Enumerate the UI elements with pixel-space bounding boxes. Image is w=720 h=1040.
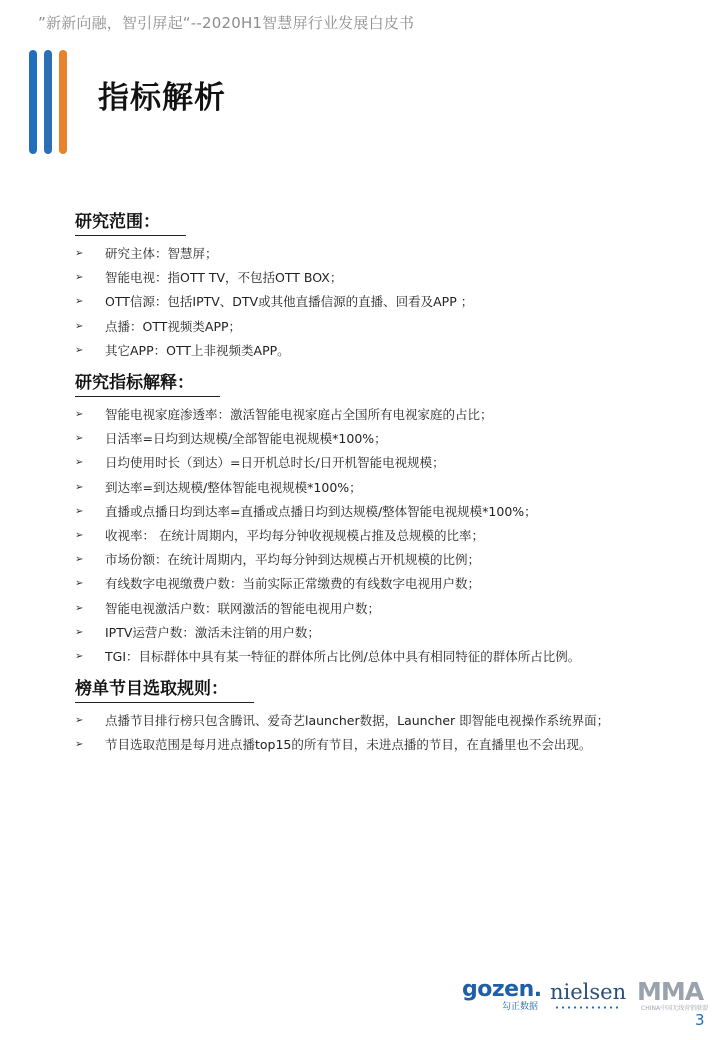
list-item-text: 其它APP：OTT上非视频类APP。 [105,342,290,358]
list-item [75,645,695,669]
bullet-list [75,403,695,669]
list-item-text: 点播节目排行榜只包含腾讯、爱奇艺launcher数据，Launcher 即智能电视操作系统界面； [105,713,610,728]
blue-bar-2 [44,50,52,154]
list-item [75,403,695,427]
list-item [75,315,695,339]
list-item [75,524,695,548]
decorative-bars [29,50,79,154]
gozen-logo-wordmark: gozen. [462,977,542,1002]
section-heading: 研究指标解释： [75,368,220,397]
list-item-text: 节目选取范围是每月进点播top15的所有节目，未进点播的节目，在直播里也不会出现。 [105,737,592,753]
arrowhead-bullet-icon: ➢ [75,739,84,751]
running-header: ”新新向融，智引屏起“--2020H1智慧屏行业发展白皮书 [38,14,415,32]
arrowhead-bullet-icon: ➢ [75,344,84,356]
arrowhead-bullet-icon: ➢ [75,409,84,420]
section-indicator-definitions [75,368,695,669]
section-heading: 榜单节目选取规则： [75,674,254,703]
arrowhead-bullet-icon: ➢ [75,602,84,614]
arrowhead-bullet-icon: ➢ [75,626,84,638]
list-item-text: 智能电视：指OTT TV，不包括OTT BOX； [105,270,343,286]
arrowhead-bullet-icon: ➢ [75,578,84,590]
section-ranking-rules [75,674,695,757]
nielsen-dots-icon [554,1006,618,1009]
arrowhead-bullet-icon: ➢ [75,529,84,541]
bullet-list [75,242,695,363]
list-item-text: 研究主体：智慧屏； [105,246,218,261]
page-title: 指标解析 [98,80,226,116]
list-item [75,709,695,733]
arrowhead-bullet-icon: ➢ [75,433,84,445]
list-item-text: 日均使用时长（到达）=日开机总时长/日开机智能电视规模； [105,455,445,471]
list-item-text: IPTV运营户数：激活未注销的用户数； [105,624,320,640]
list-item-text: 直播或点播日均到达率=直播或点播日均到达规模/整体智能电视规模*100%； [105,503,537,519]
list-item [75,548,695,572]
list-item [75,451,695,475]
arrowhead-bullet-icon: ➢ [75,505,84,517]
list-item [75,339,695,363]
arrowhead-bullet-icon: ➢ [75,272,84,284]
list-item-text: 有线数字电视缴费户数：当前实际正常缴费的有线数字电视用户数； [105,576,481,592]
arrowhead-bullet-icon: ➢ [75,554,84,566]
list-item-text: 智能电视激活户数：联网激活的智能电视用户数； [105,600,381,616]
list-item-text: 智能电视家庭渗透率：激活智能电视家庭占全国所有电视家庭的占比； [105,407,493,422]
list-item [75,621,695,645]
mma-logo-subtitle: CHINA中国无线营销联盟 [641,1005,709,1012]
list-item [75,572,695,596]
gozen-logo-subtitle: 勾正数据 [502,1002,539,1012]
arrowhead-bullet-icon: ➢ [75,457,84,469]
list-item-text: 日活率=日均到达规模/全部智能电视规模*100%； [105,431,387,447]
list-item-text: 点播：OTT视频类APP； [105,318,242,334]
gozen-logo [462,978,542,1013]
arrowhead-bullet-icon: ➢ [75,481,84,493]
nielsen-logo: nielsen [550,980,627,1004]
list-item [75,500,695,524]
list-item [75,242,695,266]
blue-bar-1 [29,50,37,154]
list-item [75,476,695,500]
section-research-scope [75,207,695,363]
partner-logos [462,978,712,1018]
list-item [75,597,695,621]
arrowhead-bullet-icon: ➢ [75,320,84,332]
arrowhead-bullet-icon: ➢ [75,650,84,662]
arrowhead-bullet-icon: ➢ [75,715,84,726]
arrowhead-bullet-icon: ➢ [75,296,84,308]
arrowhead-bullet-icon: ➢ [75,248,84,259]
list-item-text: TGI：目标群体中具有某一特征的群体所占比例/总体中具有相同特征的群体所占比例。 [105,648,581,664]
list-item-text: 收视率： 在统计周期内，平均每分钟收视规模占推及总规模的比率； [105,527,484,543]
bullet-list [75,709,695,757]
section-heading: 研究范围： [75,207,186,236]
list-item-text: OTT信源：包括IPTV、DTV或其他直播信源的直播、回看及APP ； [105,294,474,310]
page-number: 3 [695,1011,705,1029]
list-item-text: 市场份额：在统计周期内，平均每分钟到达规模占开机规模的比例； [105,552,481,568]
mma-logo [637,977,712,1013]
mma-logo-wordmark: MMA [637,977,704,1006]
list-item [75,733,695,757]
list-item [75,266,695,290]
list-item-text: 到达率=到达规模/整体智能电视规模*100%； [105,479,362,495]
list-item [75,290,695,314]
list-item [75,427,695,451]
orange-bar [59,50,67,154]
